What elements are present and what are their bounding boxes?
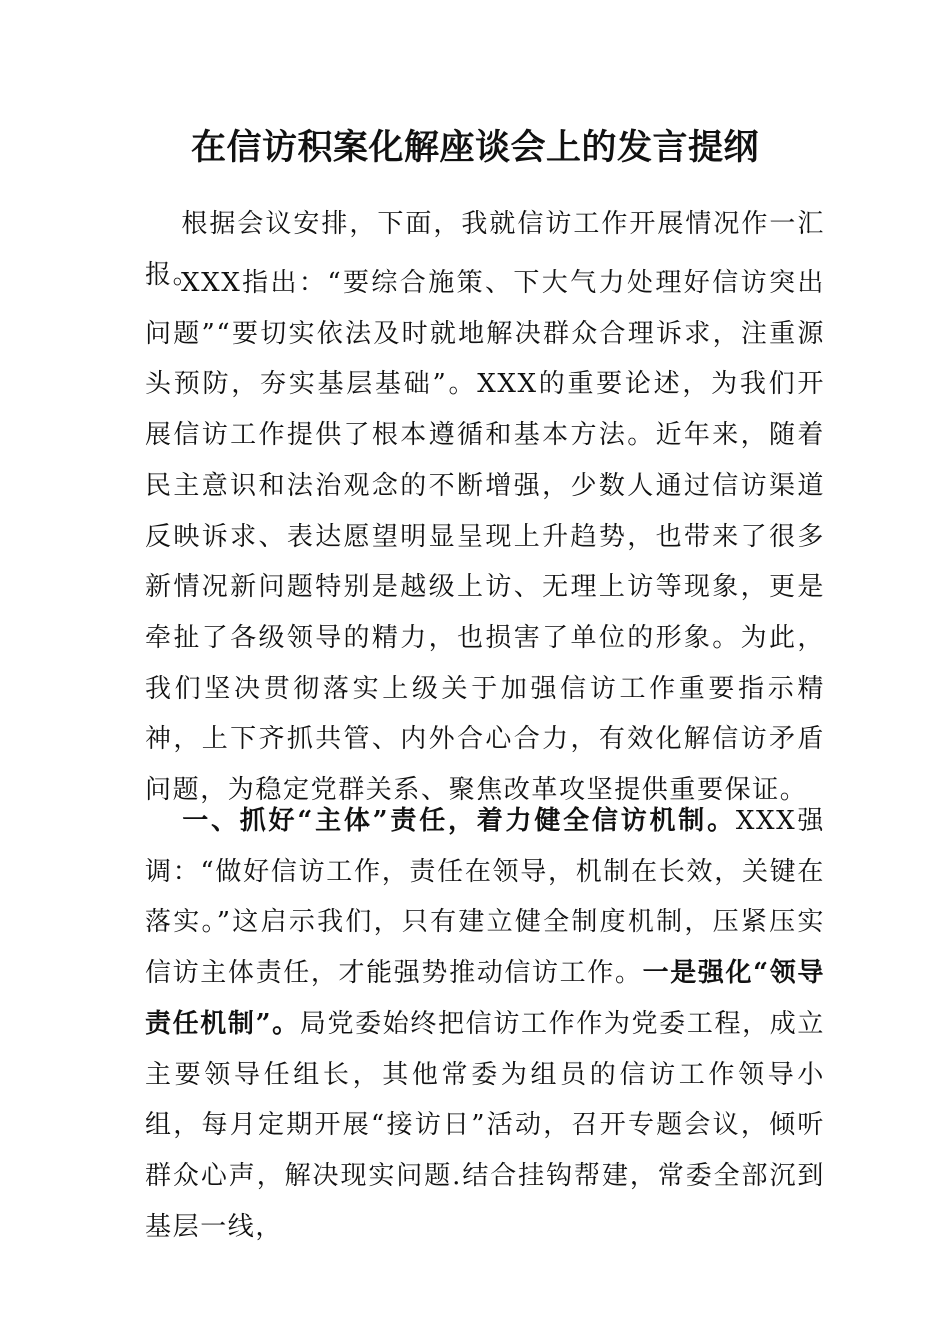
- paragraph-background: [145, 258, 825, 816]
- paragraph-background-text: XXX指出：“要综合施策、下大气力处理好信访突出问题”“要切实依法及时就地解决群众合理诉求，注重源头预防，夯实基层基础”。XXX的重要论述，为我们开展信访工作提供了根本遵循和基本方法。近年来，随着民主意识和法治观念的不断增强，少数人通过信访渠道反映诉求、表达愿望明显呈现上升趋势，也带来了很多新情况新问题特别是越级上访、无理上访等现象，更是牵扯了各级领导的精力，也损害了单位的形象。为此，我们坚决贯彻落实上级关于加强信访工作重要指示精神，上下齐抓共管、内外合心合力，有效化解信访矛盾问题，为稳定党群关系、聚焦改革攻坚提供重要保证。: [145, 268, 825, 806]
- paragraph-intro-text: 根据会议安排，下面，我就信访工作开展情况作一汇报。: [145, 209, 825, 290]
- section-one-text-b: 局党委始终把信访工作作为党委工程，成立主要领导任组长，其他常委为组员的信访工作领导小组，每月定期开展“接访日”活动，召开专题会议，倾听群众心声，解决现实问题.结合挂钩帮建，常委全部沉到基层一线，: [145, 1008, 826, 1242]
- section-one-text-a: XXX强调：“做好信访工作，责任在领导，机制在长效，关键在落实。”这启示我们，只有建立健全制度机制，压紧压实信访主体责任，才能强势推动信访工作。: [145, 806, 825, 989]
- section-one-subheading: 一是强化“领导责任机制”。: [145, 958, 825, 1039]
- section-one-heading: 一、抓好“主体”责任，着力健全信访机制。: [181, 806, 736, 836]
- document-title: 在信访积案化解座谈会上的发言提纲: [190, 127, 759, 168]
- paragraph-section-one: [145, 796, 825, 1252]
